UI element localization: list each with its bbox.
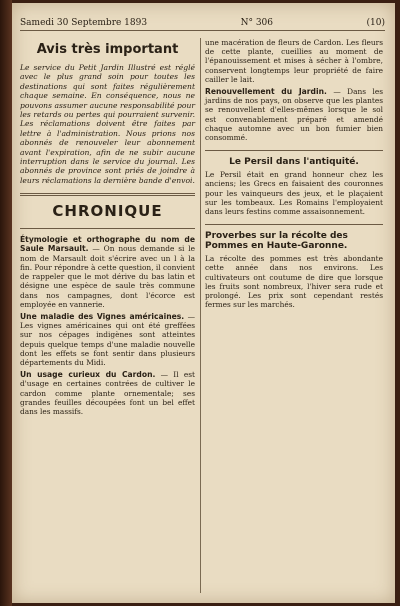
page-header [20,18,385,31]
section-text-pommes: La récolte des pommes est très abondante cette année dans nos environs. Les cultivateurs ont coutume de dire que lorsque les fruits sont nombreux, l'hiver sera rude et prolongé. Les prix sont cependant restés fermes sur les marchés. [205,254,383,310]
chronique-paragraph [20,312,195,367]
section-separator [205,150,383,151]
chronique-title: CHRONIQUE [52,202,163,221]
paragraph-text: — On nous demande si le nom de Marsault doit s'écrire avec un l à la fin. Pour répondre à cette question, il convient de rappeler que le mot dérive du bas latin et désigne une espèce de saule très commune dans nos campagnes, dont l'écorce est employée en vannerie. [20,244,195,309]
avis-body: Le service du Petit Jardin Illustré est réglé avec le plus grand soin pour toutes les destinations qui sont faites régulièrement chaque semaine. En conséquence, nous ne pouvons assumer aucune responsabilité pour les retards ou pertes qui pourraient survenir. Les réclamations doivent être faites par lettre à l'administration. Nous prions nos abonnés de renouveler leur abonnement avant l'expiration, afin de ne subir aucune interruption dans le service du journal. Les abonnés de province sont priés de joindre à leurs réclamations la dernière bande d'envoi. [20,63,195,185]
avis-title: Avis très important [36,42,179,57]
paragraph-text: — Il est d'usage en certaines contrées de cultiver le cardon comme plante ornementale; ses grandes feuilles découpées font un bel effet dans les massifs. [20,370,195,416]
chronique-paragraph [20,235,195,309]
header-page-number: (10) [366,18,385,28]
right-intro: une macération de fleurs de Cardon. Les fleurs de cette plante, cueillies au moment de l'épanouissement et mises à sécher à l'ombre, conservent longtemps leur propriété de faire cailler le lait. [205,38,383,84]
section-separator [20,193,195,196]
paragraph-title: Renouvellement du Jardin. [205,87,327,97]
right-column [205,38,383,312]
header-issue: N° 306 [240,18,274,28]
left-column [20,38,195,419]
section-title-pommes: Proverbes sur la récolte des Pommes en Haute-Garonne. [205,231,348,252]
section-separator [205,224,383,225]
paragraph-text: — Dans les jardins de nos pays, on observe que les plantes se renouvellent d'elles-mêmes lorsque le sol est convenablement préparé et amendé chaque automne avec un bon fumier bien consommé. [205,87,383,143]
paragraph-title: Étymologie et orthographe du nom de Saule Marsault. [20,235,195,254]
chronique-separator [20,228,195,229]
chronique-paragraph [20,370,195,416]
section-text-persil: Le Persil était en grand honneur chez les anciens; les Grecs en faisaient des couronnes pour les vainqueurs des jeux, et le plaçaient sur les tombeaux. Les Romains l'employaient dans leurs festins comme assaisonnement. [205,170,383,217]
book-spine [0,0,12,606]
right-paragraph [205,87,383,142]
paragraph-title: Une maladie des Vignes américaines. [20,311,185,321]
paragraph-title: Un usage curieux du Cardon. [20,370,156,380]
section-title-persil: Le Persil dans l'antiquité. [229,157,359,168]
paragraph-text: — Les vignes américaines qui ont été greffées sur nos cépages indigènes sont atteintes depuis quelque temps d'une maladie nouvelle dont les effets se font sentir dans plusieurs départements du Midi. [20,311,195,367]
header-date: Samedi 30 Septembre 1893 [20,18,148,28]
column-divider [200,38,201,593]
